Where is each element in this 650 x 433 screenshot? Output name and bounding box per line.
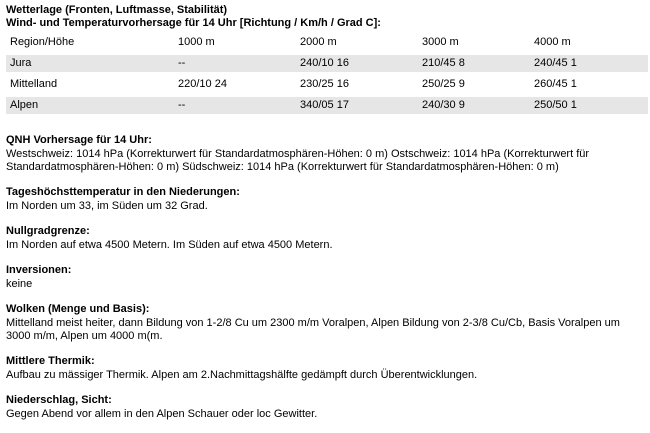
table-cell-region: Alpen	[6, 97, 174, 114]
table-row	[6, 76, 648, 93]
table-row	[6, 97, 648, 114]
max-temperature-text: Im Norden um 33, im Süden um 32 Grad.	[6, 200, 208, 212]
freezing-level-text: Im Norden auf etwa 4500 Metern. Im Süden auf etwa 4500 Metern.	[6, 239, 333, 251]
table-cell: 240/10 16	[296, 55, 418, 72]
table-cell: 340/05 17	[296, 97, 418, 114]
table-cell: 220/10 24	[178, 78, 227, 90]
table-header-cell: 2000 m	[300, 36, 337, 48]
qnh-text: Westschweiz: 1014 hPa (Korrekturwert für Standardatmosphären-Höhen: 0 m) Ostschweiz: 1014 hPa (Korrekturwert für Standardatmosphären-Höhen: 0 m) Südschweiz: 1014 hPa (Korrekturwert für Standardatmosphären-Höhen: 0 m)	[6, 148, 590, 173]
inversions-heading: Inversionen:	[6, 264, 72, 276]
clouds-heading: Wolken (Menge und Basis):	[6, 303, 150, 315]
table-header-cell: 1000 m	[178, 36, 215, 48]
precipitation-text: Gegen Abend vor allem in den Alpen Schauer oder loc Gewitter.	[6, 408, 318, 420]
inversions-section	[6, 264, 650, 291]
inversions-text: keine	[6, 278, 33, 290]
precipitation-section	[6, 394, 650, 421]
table-cell: 260/45 1	[534, 78, 577, 90]
table-header-cell: Region/Höhe	[10, 36, 75, 48]
table-header-row	[6, 34, 648, 51]
qnh-heading: QNH Vorhersage für 14 Uhr:	[6, 134, 152, 146]
table-cell: 240/30 9	[418, 97, 530, 114]
wind-temperature-table	[6, 30, 648, 118]
table-cell: --	[174, 97, 296, 114]
max-temperature-section	[6, 186, 650, 213]
clouds-text: Mittelland meist heiter, dann Bildung von 1-2/8 Cu um 2300 m/m Voralpen, Alpen Bildung von 2-3/8 Cu/Cb, Basis Voralpen um 3000 m/m, Alpen um 4000 m(m.	[6, 317, 620, 342]
table-cell: 230/25 16	[300, 78, 349, 90]
clouds-section	[6, 303, 650, 343]
table-cell-region: Mittelland	[10, 78, 58, 90]
freezing-level-heading: Nullgradgrenze:	[6, 225, 90, 237]
max-temperature-heading: Tageshöchsttemperatur in den Niederungen:	[6, 186, 240, 198]
thermal-section	[6, 355, 650, 382]
table-cell: 240/45 1	[530, 55, 648, 72]
table-cell: 210/45 8	[418, 55, 530, 72]
table-cell-region: Jura	[6, 55, 174, 72]
thermal-heading: Mittlere Thermik:	[6, 355, 95, 367]
thermal-text: Aufbau zu mässiger Thermik. Alpen am 2.Nachmittagshälfte gedämpft durch Überentwicklungen.	[6, 369, 478, 381]
wind-temperature-title: Wind- und Temperaturvorhersage für 14 Uhr [Richtung / Km/h / Grad C]:	[6, 17, 381, 29]
table-row	[6, 55, 648, 72]
table-cell: --	[174, 55, 296, 72]
table-header-cell: 4000 m	[534, 36, 571, 48]
table-cell: 250/50 1	[530, 97, 648, 114]
table-header-cell: 3000 m	[422, 36, 459, 48]
weather-situation-title: Wetterlage (Fronten, Luftmasse, Stabilität)	[6, 4, 228, 16]
precipitation-heading: Niederschlag, Sicht:	[6, 394, 112, 406]
qnh-section	[6, 134, 650, 174]
table-cell: 250/25 9	[422, 78, 465, 90]
freezing-level-section	[6, 225, 650, 252]
